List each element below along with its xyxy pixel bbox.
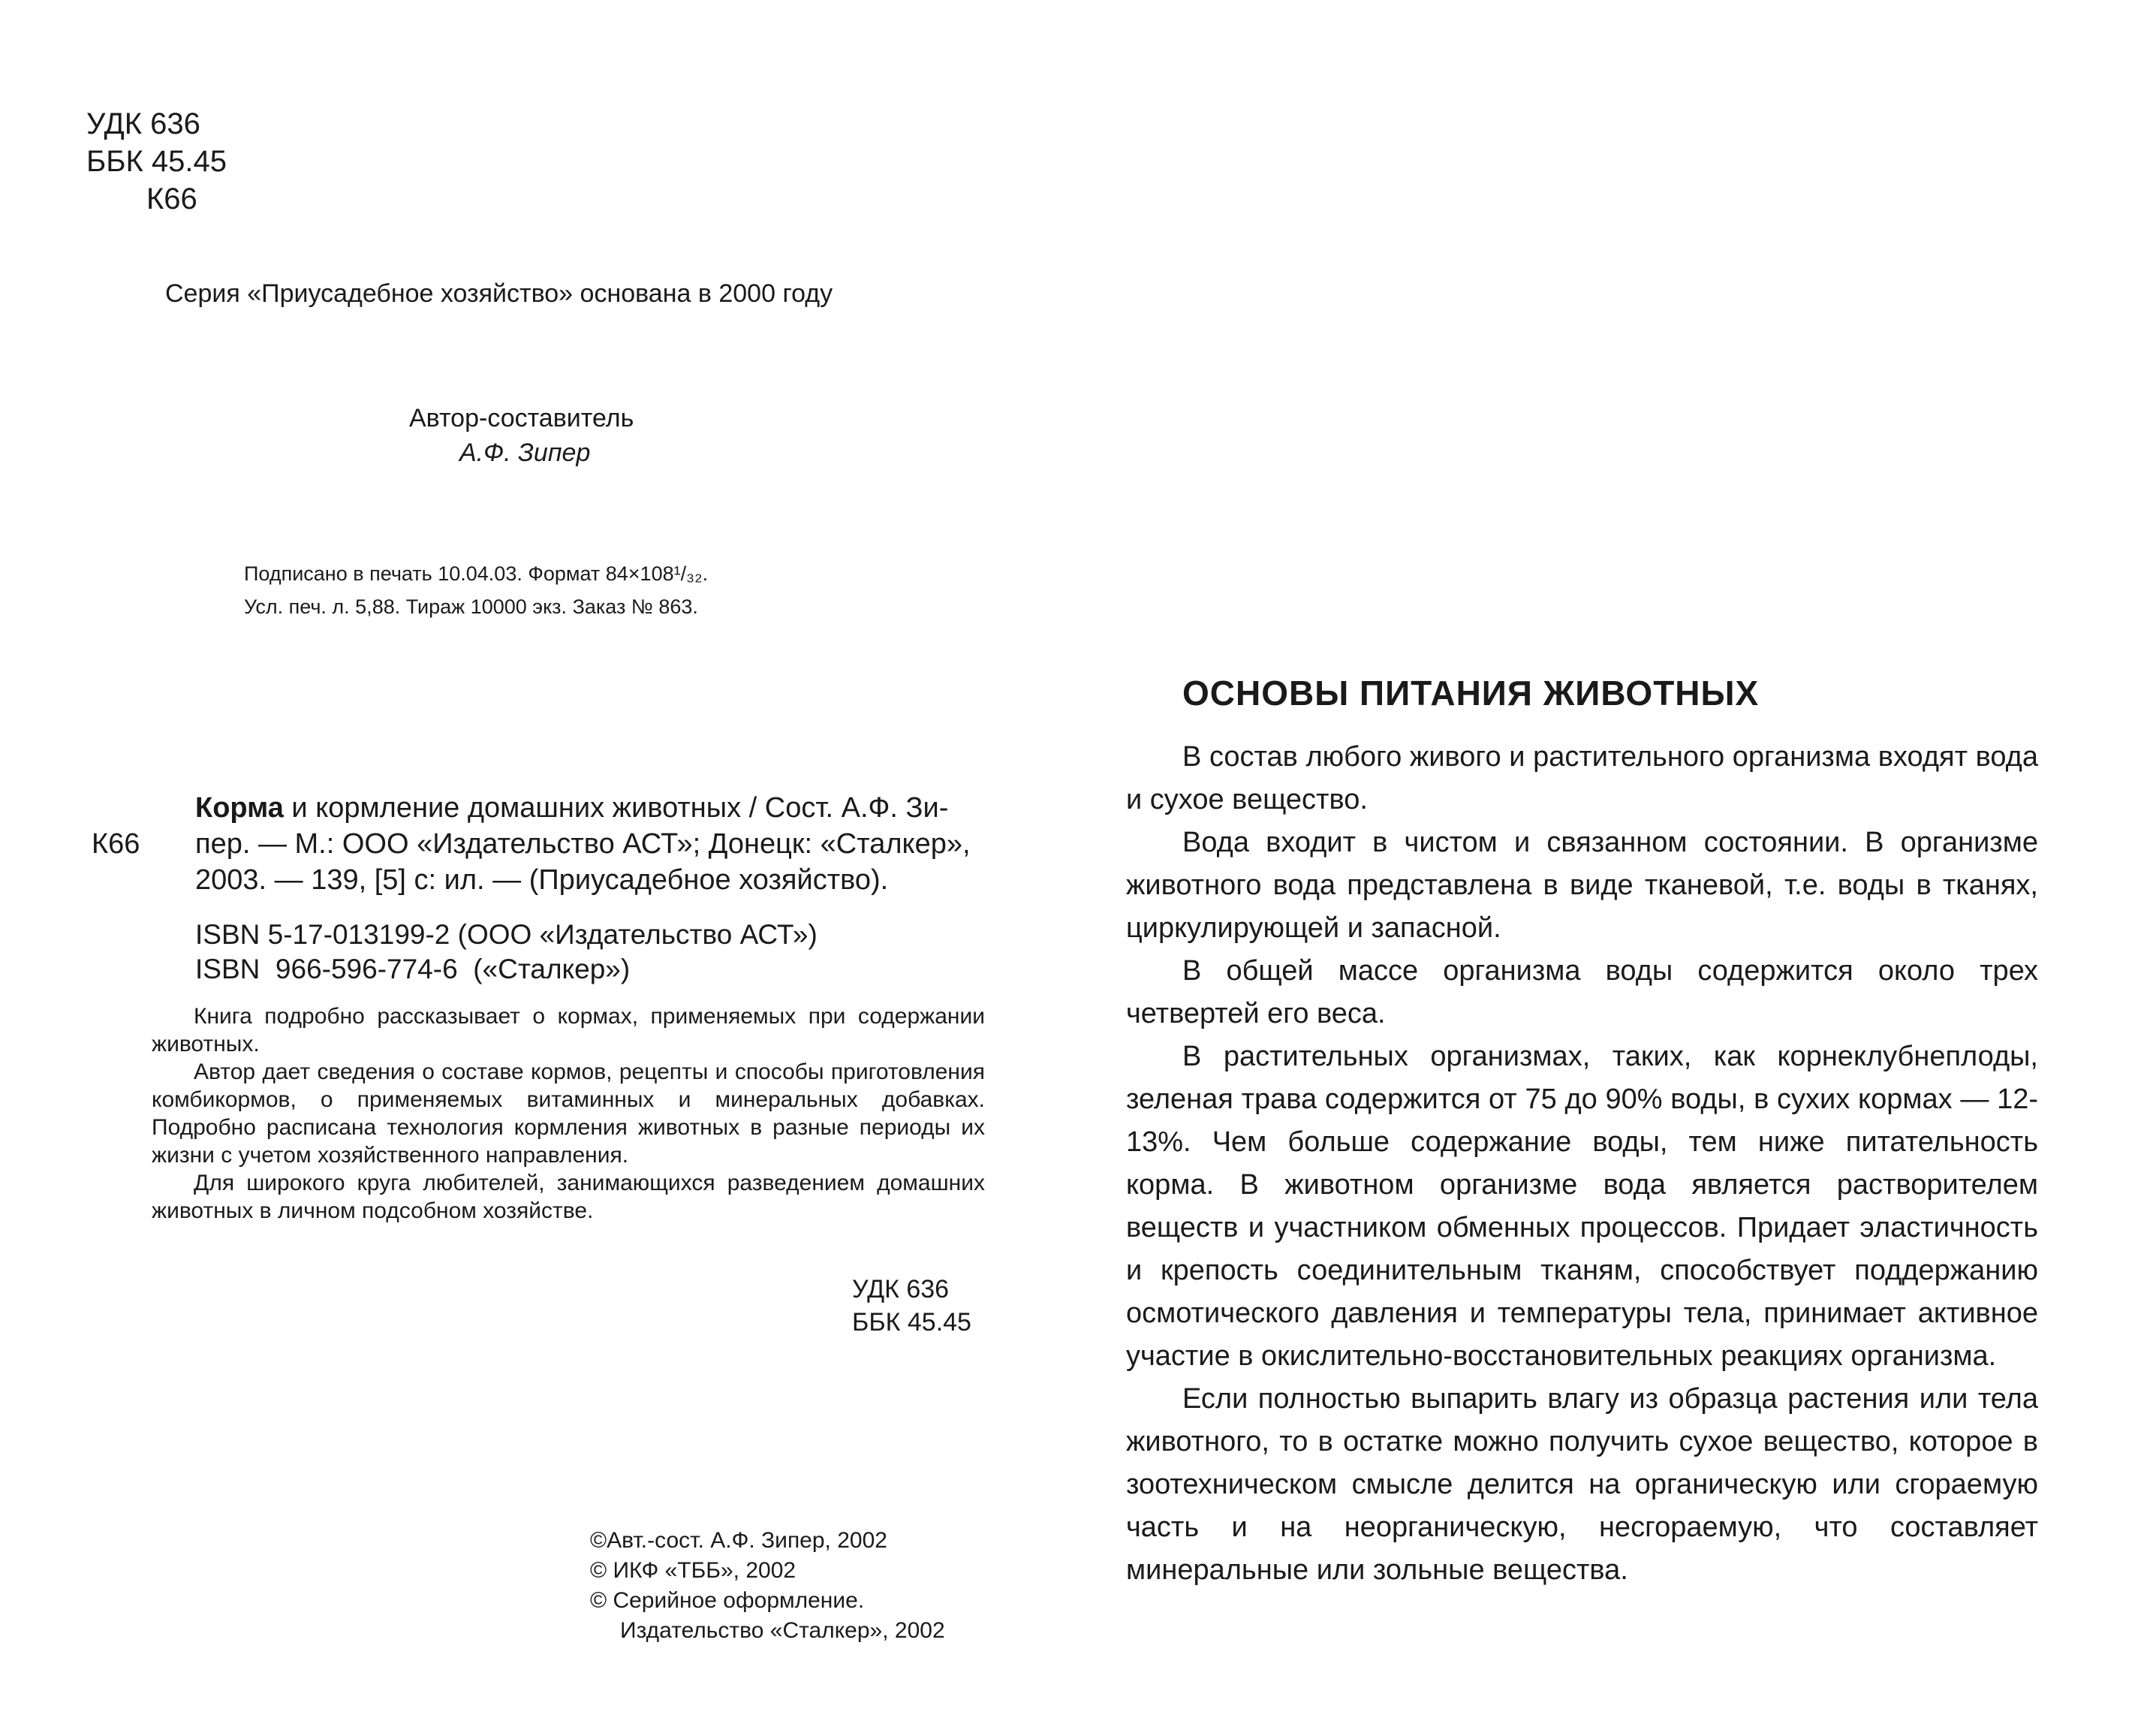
udk-code: УДК 636 bbox=[852, 1275, 950, 1304]
author-sign-code: К66 bbox=[146, 182, 197, 216]
annotation-paragraph: Автор дает сведения о составе кормов, рецепты и способы приготовления комбикормов, о применяемых витаминных и минеральных добавках. Подробно расписана технология кормления животных в разные периоды их жизни с учетом хозяйственного направления. bbox=[152, 1059, 985, 1168]
print-info bbox=[244, 557, 708, 623]
biblio-title: Корма bbox=[195, 792, 284, 824]
annotation-paragraph: Книга подробно рассказывает о кормах, применяемых при содержании животных. bbox=[152, 1004, 985, 1056]
body-paragraph: Вода входит в чистом и связанном состоянии. В организме животного вода представлена в виде тканевой, т.е. воды в тканях, циркулирующей и запасной. bbox=[1126, 827, 2038, 944]
section-title: ОСНОВЫ ПИТАНИЯ ЖИВОТНЫХ bbox=[1182, 674, 1760, 713]
isbn-line: ISBN 966-596-774-6 («Сталкер») bbox=[195, 954, 631, 984]
copyright-line: Издательство «Сталкер», 2002 bbox=[620, 1618, 945, 1643]
bbk-code: ББК 45.45 bbox=[852, 1308, 971, 1337]
biblio-code: К66 bbox=[92, 828, 140, 860]
author-name: А.Ф. Зипер bbox=[459, 439, 591, 467]
copyright-line: ©Авт.-сост. А.Ф. Зипер, 2002 bbox=[590, 1528, 887, 1553]
udk-bottom-block bbox=[852, 1273, 971, 1339]
biblio-line: и кормление домашних животных / Сост. А.Ф. Зи- bbox=[283, 792, 949, 824]
annotation bbox=[152, 1002, 985, 1225]
copyright-block bbox=[590, 1526, 945, 1646]
body-text bbox=[1126, 736, 2038, 1592]
udk-code: УДК 636 bbox=[86, 107, 200, 140]
print-info-line: Подписано в печать 10.04.03. Формат 84×108¹/₃₂. bbox=[244, 562, 709, 585]
series-note: Серия «Приусадебное хозяйство» основана в 2000 году bbox=[165, 279, 833, 308]
copyright-line: © Серийное оформление. bbox=[590, 1588, 865, 1613]
biblio-line: 2003. — 139, [5] с: ил. — (Приусадебное хозяйство). bbox=[195, 864, 889, 896]
body-paragraph: Если полностью выпарить влагу из образца растения или тела животного, то в остатке можно получить сухое вещество, которое в зоотехническом смысле делится на органическую или сгораемую часть и на неорганическую, несгораемую, что составляет минеральные или зольные вещества. bbox=[1126, 1383, 2038, 1586]
body-paragraph: В общей массе организма воды содержится около трех четвертей его веса. bbox=[1126, 955, 2038, 1029]
udk-classification-block bbox=[86, 105, 227, 218]
isbn-block bbox=[195, 918, 818, 987]
body-paragraph: В состав любого живого и растительного организма входят вода и сухое вещество. bbox=[1126, 741, 2038, 815]
author-label: Автор-составитель bbox=[409, 404, 634, 433]
isbn-line: ISBN 5-17-013199-2 (ООО «Издательство АСТ») bbox=[195, 919, 818, 950]
print-info-line: Усл. печ. л. 5,88. Тираж 10000 экз. Заказ № 863. bbox=[244, 595, 698, 618]
annotation-paragraph: Для широкого круга любителей, занимающихся разведением домашних животных в личном подсобном хозяйстве. bbox=[152, 1171, 985, 1223]
biblio-line: пер. — М.: ООО «Издательство АСТ»; Донецк: «Сталкер», bbox=[195, 828, 971, 860]
body-paragraph: В растительных организмах, таких, как корнеклубнеплоды, зеленая трава содержится от 75 до 90% воды, в сухих кормах — 12-13%. Чем больше содержание воды, тем ниже питательность корма. В животном организме вода является растворителем веществ и участником обменных процессов. Придает эластичность и крепость соединительным тканям, способствует поддержанию осмотического давления и температуры тела, принимает активное участие в окислительно-восстановительных реакциях организма. bbox=[1126, 1041, 2038, 1372]
bibliographic-record bbox=[92, 790, 992, 898]
bbk-code: ББК 45.45 bbox=[86, 145, 227, 178]
copyright-line: © ИКФ «ТББ», 2002 bbox=[590, 1558, 796, 1583]
